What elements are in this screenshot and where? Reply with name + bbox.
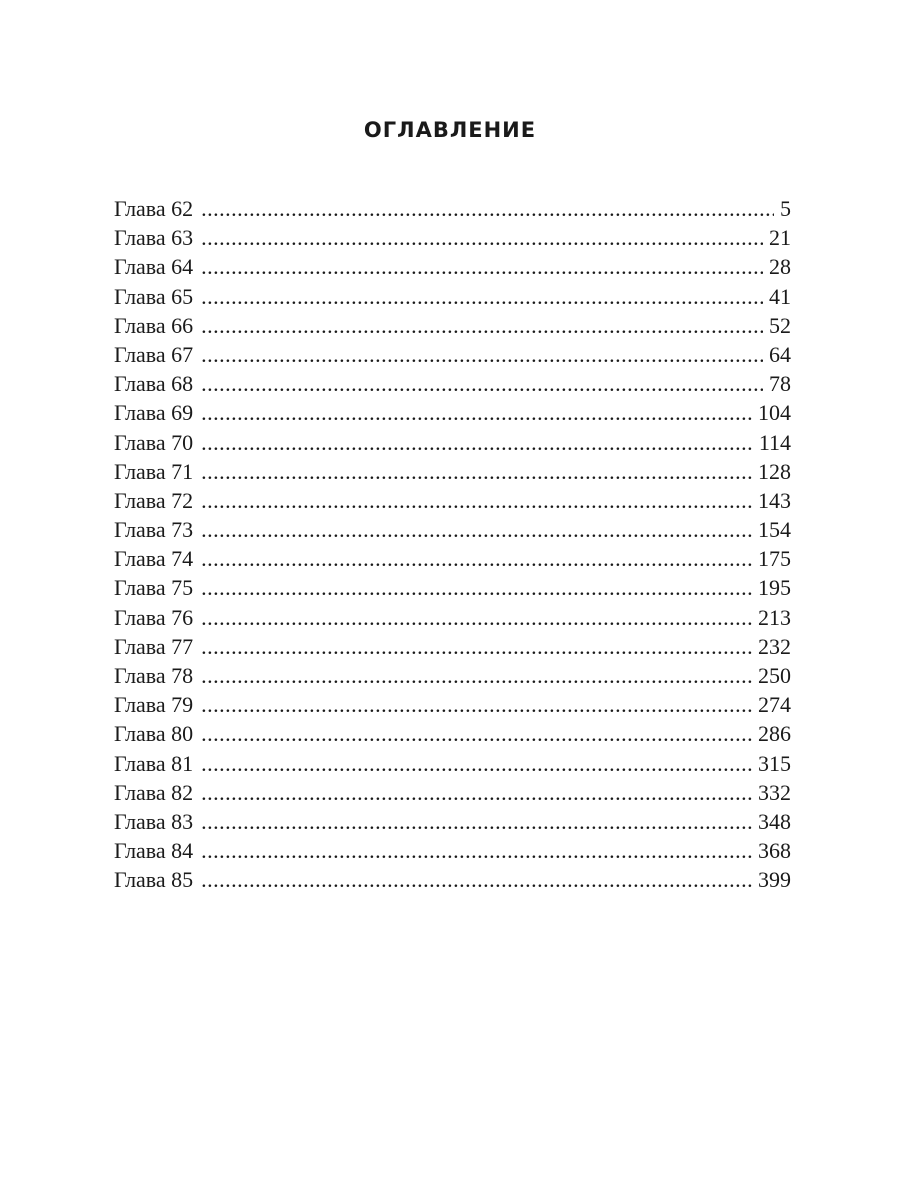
toc-entry-label: Глава 78	[114, 663, 194, 688]
toc-entry-page-number: 128	[758, 458, 791, 484]
toc-dot-leader	[201, 632, 752, 661]
toc-title: ОГЛАВЛЕНИЕ	[363, 118, 537, 142]
toc-dot-leader	[201, 807, 752, 836]
toc-dot-leader	[201, 778, 752, 807]
toc-entry-page-number: 286	[758, 721, 791, 747]
toc-entry-page-number: 195	[758, 575, 791, 601]
toc-entry-page-number: 5	[780, 196, 791, 221]
toc-entry-label: Глава 83	[114, 808, 194, 834]
toc-dot-leader	[201, 690, 752, 719]
toc-dot-leader	[201, 486, 752, 515]
toc-entry-page-number: 64	[769, 341, 791, 367]
toc-dot-leader	[201, 544, 752, 573]
toc-entry-page-number: 315	[758, 750, 791, 776]
toc-entry-label: Глава 77	[114, 633, 194, 659]
toc-entry-page-number: 28	[769, 254, 791, 280]
toc-entry	[114, 632, 791, 661]
toc-entry	[114, 603, 791, 632]
toc-entry-label: Глава 70	[114, 429, 194, 455]
toc-entry-label: Глава 79	[114, 692, 194, 718]
toc-dot-leader	[201, 719, 752, 748]
toc-entry-page-number: 78	[769, 371, 791, 397]
toc-dot-leader	[201, 194, 774, 223]
toc-entry-page-number: 368	[758, 838, 791, 864]
toc-entry-page-number: 41	[769, 283, 791, 309]
toc-entry-label: Глава 82	[114, 779, 194, 805]
toc-dot-leader	[201, 223, 763, 252]
toc-dot-leader	[201, 398, 752, 427]
toc-list	[114, 194, 791, 895]
toc-entry	[114, 573, 791, 602]
toc-dot-leader	[201, 252, 763, 281]
toc-entry	[114, 311, 791, 340]
toc-entry-label: Глава 68	[114, 371, 194, 397]
toc-entry-label: Глава 63	[114, 225, 194, 251]
toc-entry	[114, 252, 791, 281]
toc-entry-page-number: 399	[758, 867, 791, 893]
toc-entry-label: Глава 85	[114, 867, 194, 893]
toc-entry-label: Глава 81	[114, 750, 194, 776]
toc-entry-page-number: 213	[758, 604, 791, 630]
toc-entry-page-number: 143	[758, 487, 791, 513]
toc-entry-page-number: 104	[758, 400, 791, 426]
toc-entry-label: Глава 75	[114, 575, 194, 601]
toc-dot-leader	[201, 457, 752, 486]
toc-entry	[114, 865, 791, 894]
toc-entry	[114, 340, 791, 369]
toc-entry-label: Глава 65	[114, 283, 194, 309]
toc-entry	[114, 457, 791, 486]
toc-entry	[114, 749, 791, 778]
toc-dot-leader	[201, 311, 763, 340]
toc-entry-label: Глава 62	[114, 196, 194, 221]
toc-dot-leader	[201, 282, 763, 311]
toc-dot-leader	[201, 428, 753, 457]
toc-dot-leader	[201, 369, 763, 398]
toc-entry	[114, 719, 791, 748]
toc-entry-label: Глава 67	[114, 341, 194, 367]
toc-entry-page-number: 114	[758, 429, 791, 455]
toc-entry	[114, 661, 791, 690]
toc-entry	[114, 369, 791, 398]
toc-entry	[114, 807, 791, 836]
toc-entry-label: Глава 73	[114, 517, 194, 543]
toc-dot-leader	[201, 573, 752, 602]
toc-entry-page-number: 250	[758, 663, 791, 688]
toc-entry-label: Глава 66	[114, 312, 194, 338]
toc-entry-label: Глава 80	[114, 721, 194, 747]
toc-entry-page-number: 175	[758, 546, 791, 572]
toc-entry-label: Глава 76	[114, 604, 194, 630]
toc-entry-label: Глава 84	[114, 838, 194, 864]
toc-entry	[114, 398, 791, 427]
toc-entry	[114, 836, 791, 865]
toc-entry-page-number: 154	[758, 517, 791, 543]
toc-entry-label: Глава 72	[114, 487, 194, 513]
toc-dot-leader	[201, 515, 752, 544]
toc-entry	[114, 690, 791, 719]
toc-entry-page-number: 274	[758, 692, 791, 718]
toc-entry-page-number: 21	[769, 225, 791, 251]
toc-entry-page-number: 332	[758, 779, 791, 805]
toc-entry	[114, 428, 791, 457]
toc-dot-leader	[201, 603, 752, 632]
toc-entry	[114, 486, 791, 515]
toc-dot-leader	[201, 865, 752, 894]
toc-dot-leader	[201, 749, 752, 778]
toc-dot-leader	[201, 661, 752, 690]
toc-entry	[114, 778, 791, 807]
toc-entry	[114, 194, 791, 223]
toc-entry	[114, 515, 791, 544]
toc-entry	[114, 282, 791, 311]
toc-entry-label: Глава 64	[114, 254, 194, 280]
toc-entry	[114, 544, 791, 573]
toc-entry-label: Глава 74	[114, 546, 194, 572]
toc-entry-label: Глава 69	[114, 400, 194, 426]
toc-entry-label: Глава 71	[114, 458, 194, 484]
toc-entry-page-number: 348	[758, 808, 791, 834]
toc-dot-leader	[201, 340, 763, 369]
toc-entry-page-number: 52	[769, 312, 791, 338]
toc-entry	[114, 223, 791, 252]
toc-dot-leader	[201, 836, 752, 865]
toc-entry-page-number: 232	[758, 633, 791, 659]
